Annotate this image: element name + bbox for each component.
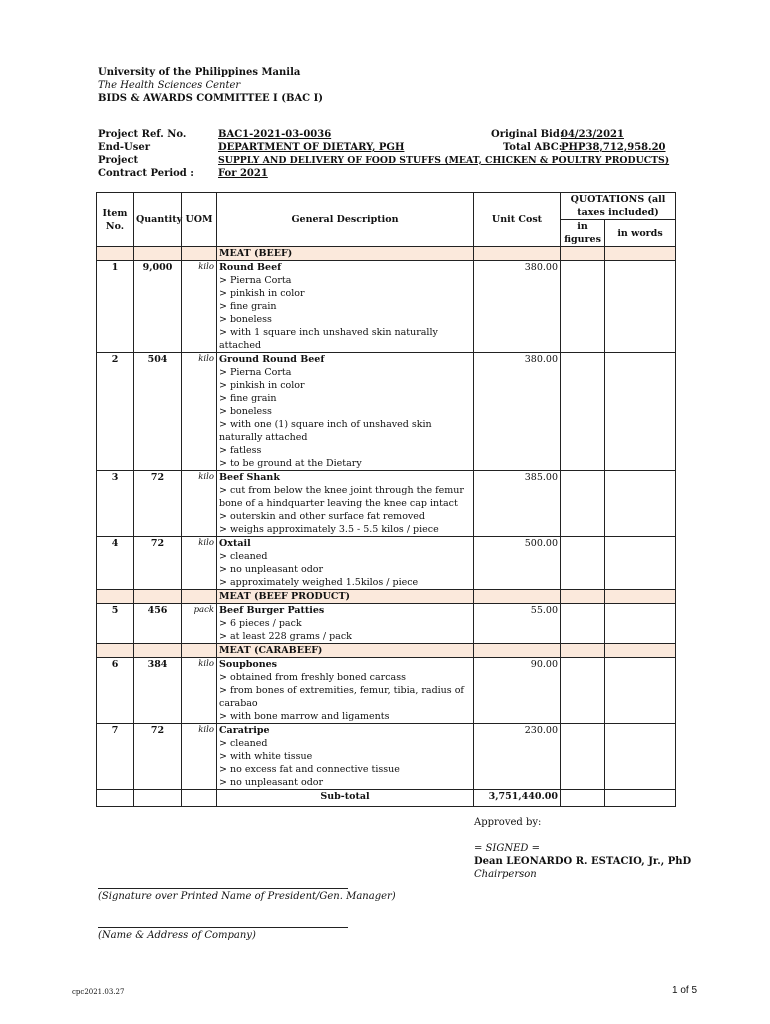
header-description: General Description [217, 193, 474, 247]
table-row [97, 261, 676, 353]
header-item-no: Item No. [97, 193, 134, 247]
project-label: Project [98, 155, 139, 166]
committee-name: BIDS & AWARDS COMMITTEE I (BAC I) [98, 93, 323, 104]
center-name: The Health Sciences Center [98, 80, 241, 91]
item-uom: kilo [182, 658, 217, 724]
item-uom: kilo [182, 537, 217, 590]
abc-label: Total ABC: [503, 142, 563, 153]
subtotal-label: Sub-total [217, 790, 474, 807]
item-in-words [605, 604, 676, 644]
item-no: 2 [97, 353, 134, 471]
section-row [97, 590, 676, 604]
item-description [217, 604, 474, 644]
company-caption: (Name & Address of Company) [98, 930, 256, 941]
item-spec-line: > from bones of extremities, femur, tibia, radius of carabao [219, 685, 464, 709]
approval-block [474, 816, 691, 881]
item-spec-line: > with 1 square inch unshaved skin naturally attached [219, 327, 438, 351]
item-spec-line: > to be ground at the Dietary [219, 458, 362, 469]
item-spec-line: > approximately weighed 1.5kilos / piece [219, 577, 419, 588]
item-no: 3 [97, 471, 134, 537]
header-block [98, 66, 323, 105]
item-in-words [605, 471, 676, 537]
item-spec-line: > pinkish in color [219, 288, 305, 299]
signature-caption: (Signature over Printed Name of President/Gen. Manager) [98, 891, 396, 902]
item-name: Oxtail [219, 538, 251, 549]
item-spec-line: > Pierna Corta [219, 367, 292, 378]
table-body [97, 247, 676, 790]
item-description [217, 261, 474, 353]
item-uom: kilo [182, 261, 217, 353]
item-no: 5 [97, 604, 134, 644]
item-in-figures [561, 353, 605, 471]
header-quotations: QUOTATIONS (all taxes included) [561, 193, 676, 220]
period-label: Contract Period : [98, 168, 194, 179]
university-name: University of the Philippines Manila [98, 67, 301, 78]
enduser-label: End-User [98, 142, 151, 153]
item-description [217, 353, 474, 471]
item-description [217, 724, 474, 790]
quotation-table [96, 192, 676, 807]
company-line [98, 927, 348, 928]
signature-line [98, 888, 348, 889]
item-quantity: 456 [134, 604, 182, 644]
item-unit-cost: 380.00 [474, 261, 561, 353]
item-quantity: 9,000 [134, 261, 182, 353]
item-unit-cost: 90.00 [474, 658, 561, 724]
item-spec-line: > with bone marrow and ligaments [219, 711, 390, 722]
section-title: MEAT (BEEF PRODUCT) [217, 590, 474, 604]
item-description [217, 537, 474, 590]
item-uom: kilo [182, 724, 217, 790]
section-title: MEAT (CARABEEF) [217, 644, 474, 658]
subtotal-row [97, 790, 676, 807]
item-no: 6 [97, 658, 134, 724]
section-row [97, 247, 676, 261]
item-in-words [605, 724, 676, 790]
item-no: 4 [97, 537, 134, 590]
item-spec-line: > with one (1) square inch of unshaved skin naturally attached [219, 419, 432, 443]
table-row [97, 537, 676, 590]
item-quantity: 72 [134, 537, 182, 590]
item-quantity: 72 [134, 471, 182, 537]
item-unit-cost: 500.00 [474, 537, 561, 590]
bid-value: 04/23/2021 [561, 129, 624, 140]
footer-code: cpc2021.03.27 [72, 988, 125, 996]
item-in-words [605, 658, 676, 724]
bid-label: Original Bid: [491, 129, 564, 140]
item-spec-line: > Pierna Corta [219, 275, 292, 286]
section-row [97, 644, 676, 658]
item-spec-line: > fine grain [219, 393, 277, 404]
item-no: 1 [97, 261, 134, 353]
header-quantity: Quantity [134, 193, 182, 247]
item-spec-line: > with white tissue [219, 751, 313, 762]
ref-value: BAC1-2021-03-0036 [218, 129, 332, 140]
item-name: Caratripe [219, 725, 270, 736]
item-in-words [605, 353, 676, 471]
item-quantity: 384 [134, 658, 182, 724]
table-row [97, 658, 676, 724]
item-name: Ground Round Beef [219, 354, 325, 365]
item-name: Beef Shank [219, 472, 280, 483]
item-spec-line: > cleaned [219, 738, 268, 749]
signed-mark: = SIGNED = [474, 843, 540, 854]
item-quantity: 504 [134, 353, 182, 471]
item-spec-line: > boneless [219, 406, 272, 417]
item-spec-line: > fine grain [219, 301, 277, 312]
item-uom: kilo [182, 353, 217, 471]
table-row [97, 604, 676, 644]
item-spec-line: > no excess fat and connective tissue [219, 764, 400, 775]
item-in-words [605, 261, 676, 353]
page-number: 1 of 5 [672, 985, 698, 996]
item-spec-line: > obtained from freshly boned carcass [219, 672, 406, 683]
item-spec-line: > 6 pieces / pack [219, 618, 302, 629]
item-quantity: 72 [134, 724, 182, 790]
item-in-figures [561, 658, 605, 724]
item-uom: pack [182, 604, 217, 644]
item-spec-line: > fatless [219, 445, 262, 456]
item-spec-line: > cleaned [219, 551, 268, 562]
enduser-value: DEPARTMENT OF DIETARY, PGH [218, 142, 405, 153]
table-row [97, 471, 676, 537]
period-value: For 2021 [218, 168, 268, 179]
item-name: Round Beef [219, 262, 282, 273]
project-value: SUPPLY AND DELIVERY OF FOOD STUFFS (MEAT, CHICKEN & POULTRY PRODUCTS) [218, 155, 670, 166]
section-title: MEAT (BEEF) [217, 247, 474, 261]
item-in-figures [561, 604, 605, 644]
item-in-figures [561, 537, 605, 590]
item-in-figures [561, 261, 605, 353]
item-name: Beef Burger Patties [219, 605, 325, 616]
item-spec-line: > pinkish in color [219, 380, 305, 391]
header-in-figures: in figures [561, 220, 605, 247]
item-unit-cost: 55.00 [474, 604, 561, 644]
item-spec-line: > weighs approximately 3.5 - 5.5 kilos / piece [219, 524, 439, 535]
item-unit-cost: 230.00 [474, 724, 561, 790]
approver-title: Chairperson [474, 869, 537, 880]
item-uom: kilo [182, 471, 217, 537]
item-spec-line: > no unpleasant odor [219, 564, 324, 575]
item-spec-line: > boneless [219, 314, 272, 325]
item-description [217, 471, 474, 537]
item-name: Soupbones [219, 659, 278, 670]
item-in-figures [561, 724, 605, 790]
item-in-figures [561, 471, 605, 537]
ref-label: Project Ref. No. [98, 129, 187, 140]
item-description [217, 658, 474, 724]
item-unit-cost: 380.00 [474, 353, 561, 471]
item-spec-line: > outerskin and other surface fat removed [219, 511, 425, 522]
abc-value: PHP38,712,958.20 [561, 142, 666, 153]
item-in-words [605, 537, 676, 590]
approved-by-label: Approved by: [474, 817, 542, 828]
header-in-words: in words [605, 220, 676, 247]
item-spec-line: > cut from below the knee joint through the femur bone of a hindquarter leaving the knee cap intact [219, 485, 464, 509]
approver-name: Dean LEONARDO R. ESTACIO, Jr., PhD [474, 856, 692, 867]
item-unit-cost: 385.00 [474, 471, 561, 537]
item-spec-line: > at least 228 grams / pack [219, 631, 352, 642]
table-row [97, 724, 676, 790]
item-spec-line: > no unpleasant odor [219, 777, 324, 788]
item-no: 7 [97, 724, 134, 790]
header-uom: UOM [182, 193, 217, 247]
header-unit-cost: Unit Cost [474, 193, 561, 247]
subtotal-value: 3,751,440.00 [474, 790, 561, 807]
table-row [97, 353, 676, 471]
